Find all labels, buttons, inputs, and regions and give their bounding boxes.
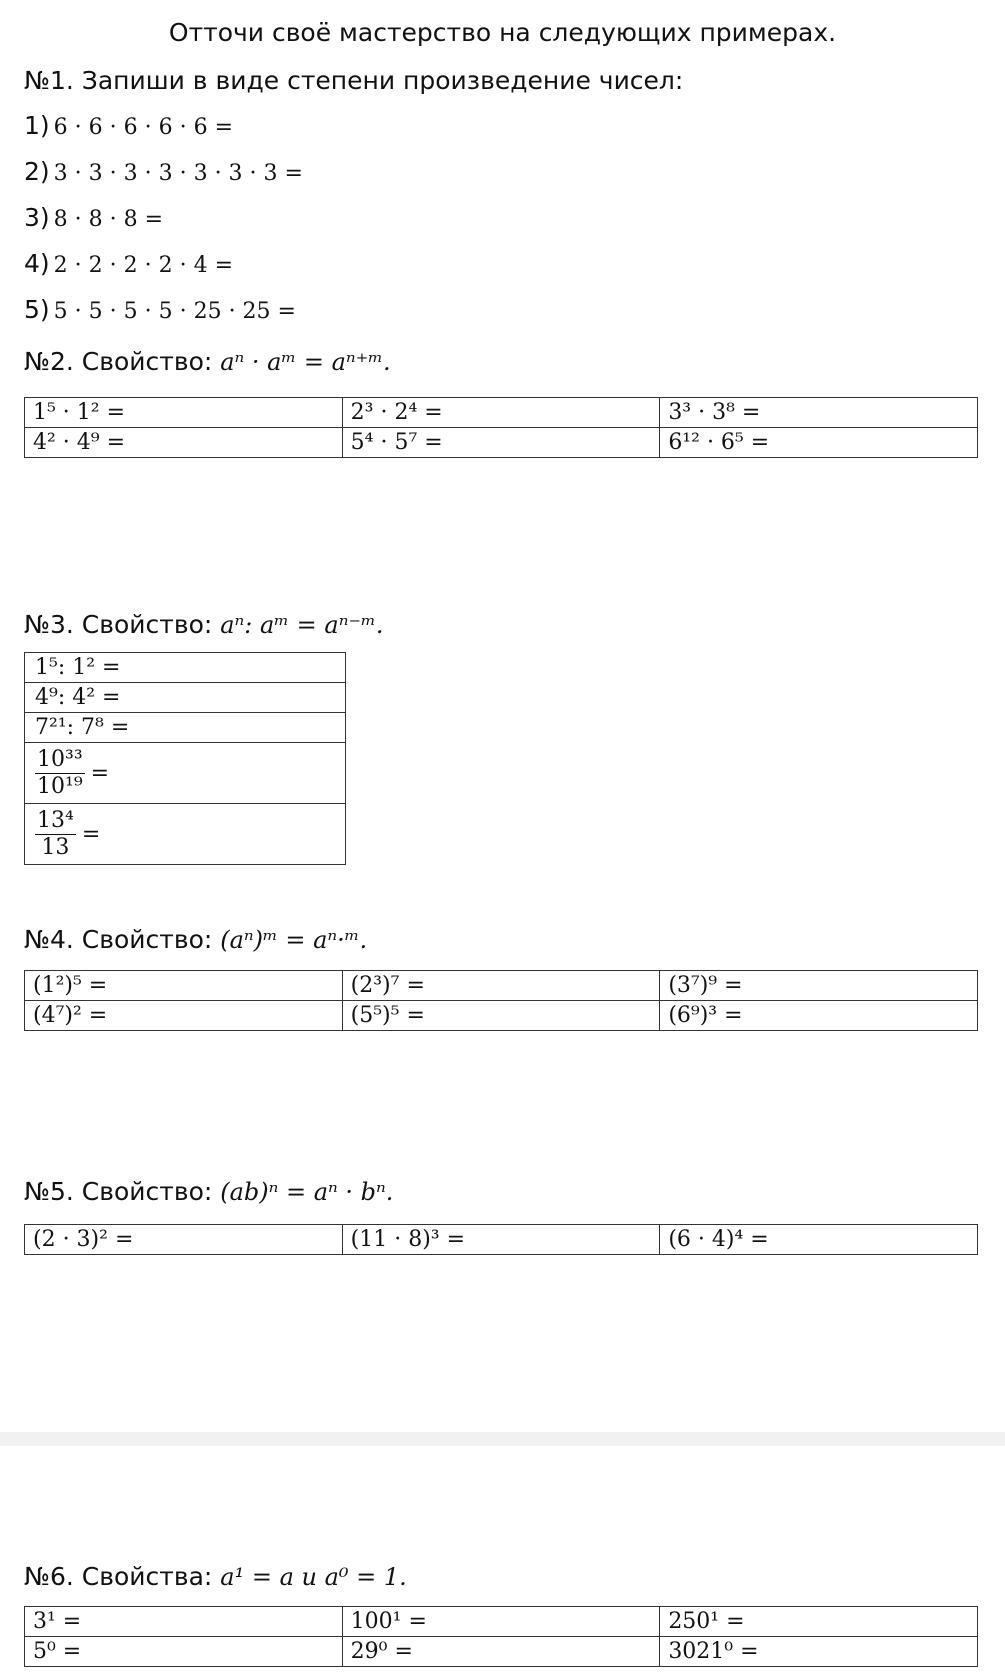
item-expression: 2 · 2 · 2 · 2 · 4 = [53, 253, 234, 278]
table-row [25, 1637, 978, 1667]
table-cell: 3021⁰ = [660, 1637, 978, 1667]
table-cell: 100¹ = [342, 1607, 660, 1637]
table-row [25, 804, 346, 865]
item-expression: 3 · 3 · 3 · 3 · 3 · 3 · 3 = [53, 161, 303, 186]
task4-formula: (aⁿ)ᵐ = aⁿ·ᵐ. [220, 926, 368, 954]
task3-formula: aⁿ: aᵐ = aⁿ⁻ᵐ. [220, 611, 384, 639]
table-cell: 250¹ = [660, 1607, 978, 1637]
table-cell: (1²)⁵ = [25, 971, 343, 1001]
table-row [25, 653, 346, 683]
task2-table [24, 397, 978, 458]
table-row [25, 1607, 978, 1637]
task3-label: №3. Свойство: [24, 610, 213, 639]
table-cell: 1⁵ · 1² = [25, 398, 343, 428]
task1-item [24, 157, 303, 186]
page-title: Отточи своё мастерство на следующих примерах. [168, 18, 837, 47]
task5-label: №5. Свойство: [24, 1177, 213, 1206]
task5-formula: (ab)ⁿ = aⁿ · bⁿ. [220, 1178, 394, 1206]
table-cell: 4² · 4⁹ = [25, 428, 343, 458]
fraction [35, 747, 109, 800]
fraction-numerator: 13⁴ [37, 807, 74, 833]
task1-heading: №1. Запиши в виде степени произведение чисел: [24, 66, 684, 95]
task1-item [24, 295, 296, 324]
task1-item [24, 249, 233, 278]
table-row [25, 398, 978, 428]
item-number: 2) [24, 157, 50, 186]
task2-label: №2. Свойство: [24, 347, 213, 376]
item-number: 3) [24, 203, 50, 232]
table-cell: (2 · 3)² = [25, 1225, 343, 1255]
page-separator [0, 1432, 1005, 1446]
item-number: 1) [24, 111, 50, 140]
task4-label: №4. Свойство: [24, 925, 213, 954]
item-expression: 8 · 8 · 8 = [53, 207, 164, 232]
fraction-numerator: 10³³ [37, 746, 83, 772]
table-cell: 7²¹: 7⁸ = [25, 713, 346, 743]
item-number: 5) [24, 295, 50, 324]
table-cell: (4⁷)² = [25, 1001, 343, 1031]
table-cell [25, 804, 346, 865]
item-number: 4) [24, 249, 50, 278]
task6-formula: a¹ = a и a⁰ = 1. [220, 1563, 407, 1591]
task4-heading [24, 925, 367, 954]
table-cell: (5⁵)⁵ = [342, 1001, 660, 1031]
table-cell [25, 743, 346, 804]
table-row [25, 1225, 978, 1255]
fraction-denominator: 13 [41, 834, 70, 860]
task5-table [24, 1224, 978, 1255]
table-cell: (6 · 4)⁴ = [660, 1225, 978, 1255]
equals-sign: = [81, 821, 101, 847]
task2-formula: aⁿ · aᵐ = aⁿ⁺ᵐ. [220, 348, 391, 376]
table-cell: (2³)⁷ = [342, 971, 660, 1001]
task4-table [24, 970, 978, 1031]
table-cell: 5⁰ = [25, 1637, 343, 1667]
table-cell: 5⁴ · 5⁷ = [342, 428, 660, 458]
task6-label: №6. Свойства: [24, 1562, 213, 1591]
table-row [25, 1001, 978, 1031]
table-row [25, 743, 346, 804]
table-cell: (11 · 8)³ = [342, 1225, 660, 1255]
table-cell: 3¹ = [25, 1607, 343, 1637]
task1-item [24, 203, 163, 232]
fraction [35, 808, 100, 861]
table-row [25, 428, 978, 458]
table-row [25, 713, 346, 743]
table-cell: 29⁰ = [342, 1637, 660, 1667]
table-cell: 1⁵: 1² = [25, 653, 346, 683]
task6-heading [24, 1562, 407, 1591]
item-expression: 5 · 5 · 5 · 5 · 25 · 25 = [53, 299, 296, 324]
task2-heading [24, 347, 391, 376]
table-cell: 3³ · 3⁸ = [660, 398, 978, 428]
task3-table [24, 652, 346, 865]
task3-heading [24, 610, 383, 639]
table-cell: (3⁷)⁹ = [660, 971, 978, 1001]
table-row [25, 971, 978, 1001]
table-cell: 2³ · 2⁴ = [342, 398, 660, 428]
task6-table [24, 1606, 978, 1667]
table-cell: 6¹² · 6⁵ = [660, 428, 978, 458]
table-row [25, 683, 346, 713]
task5-heading [24, 1177, 393, 1206]
task1-item [24, 111, 233, 140]
table-cell: (6⁹)³ = [660, 1001, 978, 1031]
item-expression: 6 · 6 · 6 · 6 · 6 = [53, 115, 234, 140]
fraction-denominator: 10¹⁹ [37, 773, 83, 799]
equals-sign: = [90, 760, 110, 786]
table-cell: 4⁹: 4² = [25, 683, 346, 713]
